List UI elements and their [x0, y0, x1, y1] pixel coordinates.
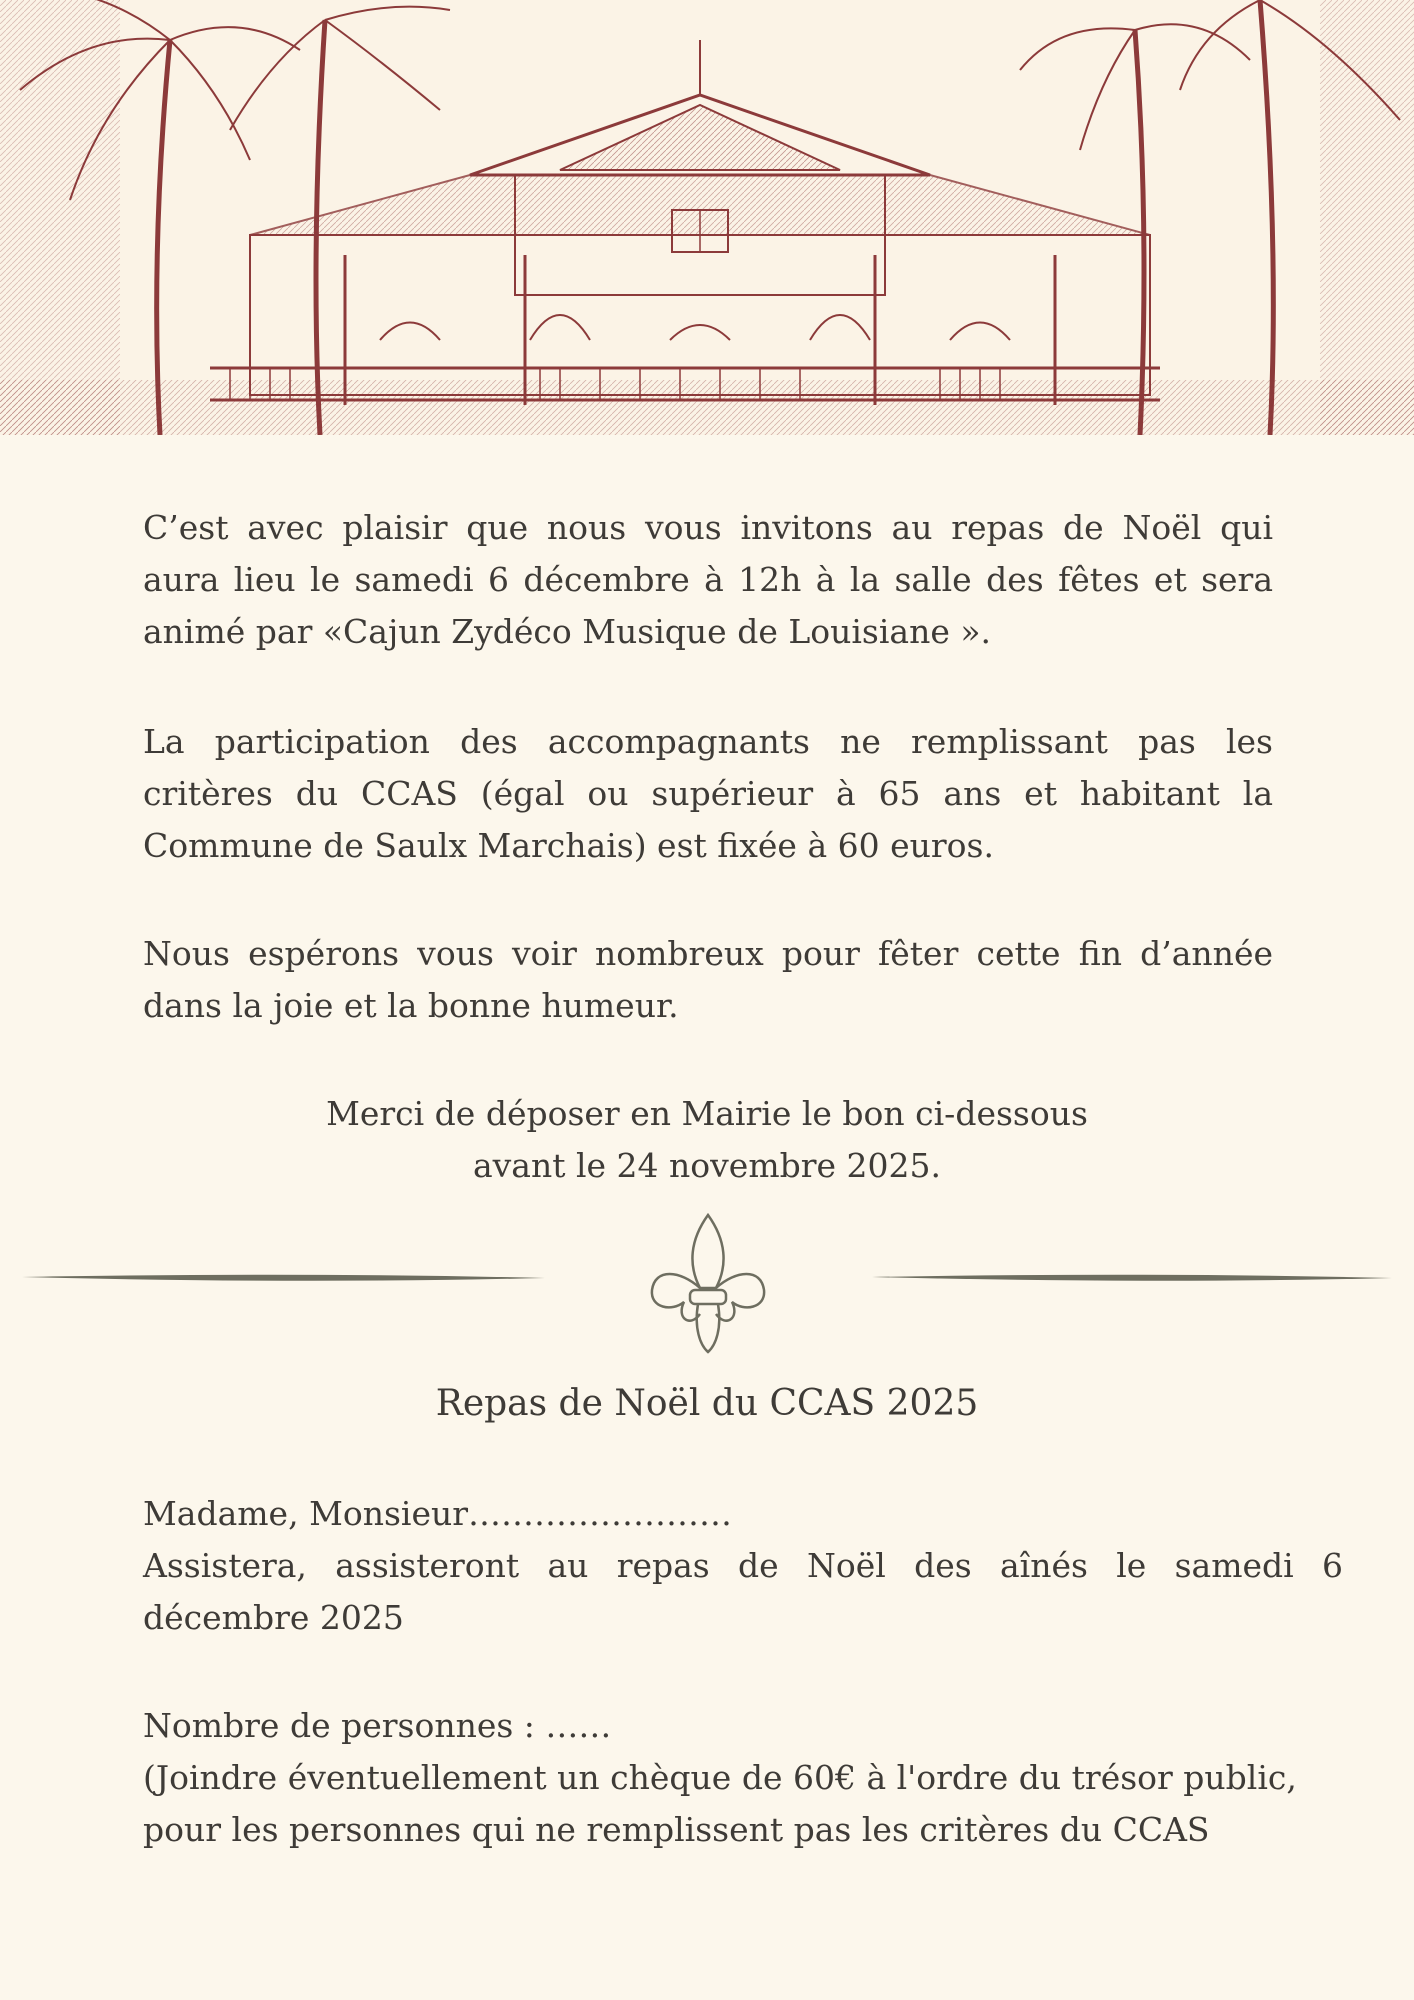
coupon-title: Repas de Noël du CCAS 2025 [435, 1383, 979, 1424]
name-field-line: Madame, Monsieur…………………… [143, 1494, 733, 1533]
deadline-date: avant le 24 novembre 2025. [472, 1146, 942, 1185]
people-count-line: Nombre de personnes : …… [143, 1706, 612, 1745]
coupon-attendance [143, 1488, 1343, 1644]
deadline-notice [0, 1088, 1414, 1192]
section-divider [0, 1210, 1414, 1360]
cheque-note-line: pour les personnes qui ne remplissent pas les critères du CCAS [143, 1810, 1210, 1849]
fleur-de-lis-icon [652, 1215, 764, 1352]
paragraph-line: critères du CCAS (égal ou supérieur à 65 ans et habitant la [143, 774, 1273, 813]
divider-line-right [872, 1275, 1392, 1281]
paragraph-line: animé par «Cajun Zydéco Musique de Louisiane ». [143, 612, 992, 651]
coupon-count [143, 1700, 1343, 1856]
attendance-line: Assistera, assisteront au repas de Noël des aînés le samedi 6 [143, 1546, 1343, 1585]
participation-paragraph [143, 716, 1273, 872]
cheque-note-line: (Joindre éventuellement un chèque de 60€ à l'ordre du trésor public, [143, 1758, 1297, 1797]
paragraph-line: aura lieu le samedi 6 décembre à 12h à la salle des fêtes et sera [143, 560, 1273, 599]
deadline-line: Merci de déposer en Mairie le bon ci-dessous [326, 1094, 1088, 1133]
divider-line-left [22, 1275, 545, 1281]
paragraph-line: dans la joie et la bonne humeur. [143, 986, 679, 1025]
header-illustration-colonial-house [0, 0, 1414, 435]
attendance-date: décembre 2025 [143, 1598, 404, 1637]
paragraph-line: Nous espérons vous voir nombreux pour fêter cette fin d’année [143, 934, 1273, 973]
invitation-paragraph [143, 502, 1273, 658]
paragraph-line: Commune de Saulx Marchais) est fixée à 60 euros. [143, 826, 994, 865]
closing-paragraph [143, 928, 1273, 1032]
paragraph-line: La participation des accompagnants ne remplissant pas les [143, 722, 1273, 761]
paragraph-line: C’est avec plaisir que nous vous invitons au repas de Noël qui [143, 508, 1273, 547]
